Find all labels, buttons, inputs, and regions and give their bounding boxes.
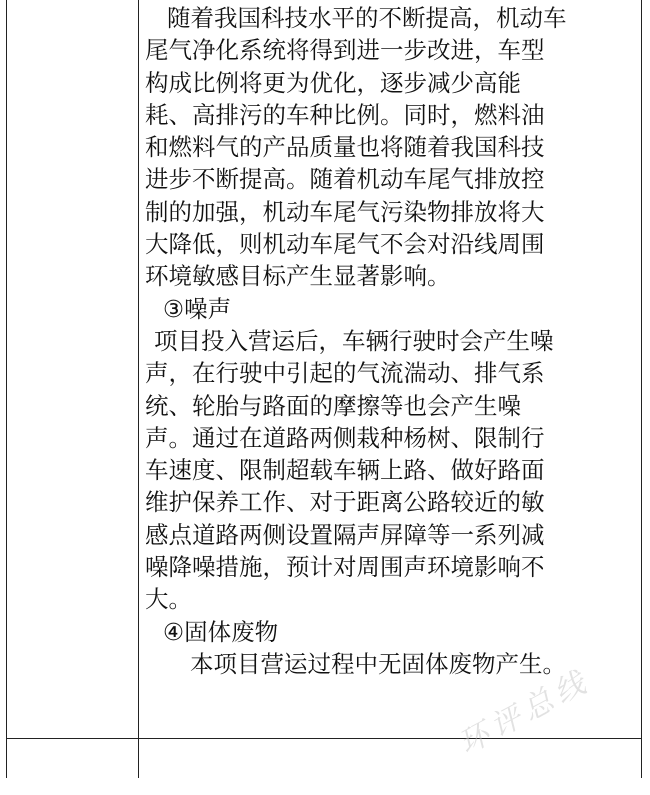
paragraph-line: 耗、高排污的车种比例。同时，燃料油 [145, 100, 545, 129]
paragraph-line: 维护保养工作、对于距离公路较近的敏 [145, 488, 545, 517]
watermark: 环评总线 [452, 663, 597, 762]
paragraph-line: 统、轮胎与路面的摩擦等也会产生噪 [145, 391, 521, 420]
paragraph-line: 进步不断提高。随着机动车尾气排放控 [145, 165, 545, 194]
paragraph-line: 随着我国科技水平的不断提高，机动车 [167, 4, 567, 32]
paragraph-line: 项目投入营运后，车辆行驶时会产生噪 [154, 326, 554, 355]
paragraph-line: 构成比例将更为优化，逐步减少高能 [145, 68, 521, 97]
paragraph-line: 车速度、限制超载车辆上路、做好路面 [145, 456, 545, 485]
paragraph-line: 感点道路两侧设置隔声屏障等一系列减 [145, 520, 545, 549]
paragraph-line: 噪降噪措施，预计对周围声环境影响不 [145, 553, 545, 582]
paragraph-line: 声。通过在道路两侧栽种杨树、限制行 [145, 423, 545, 452]
section-heading-solid-waste: ④固体废物 [163, 617, 279, 646]
paragraph-line: 声，在行驶中引起的气流湍动、排气系 [145, 359, 545, 388]
table-column-divider [138, 0, 139, 778]
paragraph-line: 制的加强，机动车尾气污染物排放将大 [145, 197, 545, 226]
paragraph-line: 本项目营运过程中无固体废物产生。 [190, 649, 566, 678]
section-heading-noise: ③噪声 [163, 294, 232, 323]
paragraph-line: 大降低，则机动车尾气不会对沿线周围 [145, 230, 545, 259]
table-right-border [641, 0, 642, 778]
paragraph-line: 和燃料气的产品质量也将随着我国科技 [145, 133, 545, 162]
table-left-border [6, 0, 7, 778]
table-row-divider [6, 738, 641, 739]
paragraph-line: 大。 [145, 585, 192, 614]
paragraph-line: 环境敏感目标产生显著影响。 [145, 262, 451, 291]
paragraph-line: 尾气净化系统将得到进一步改进，车型 [145, 36, 545, 65]
table-cell-content [145, 2, 635, 680]
